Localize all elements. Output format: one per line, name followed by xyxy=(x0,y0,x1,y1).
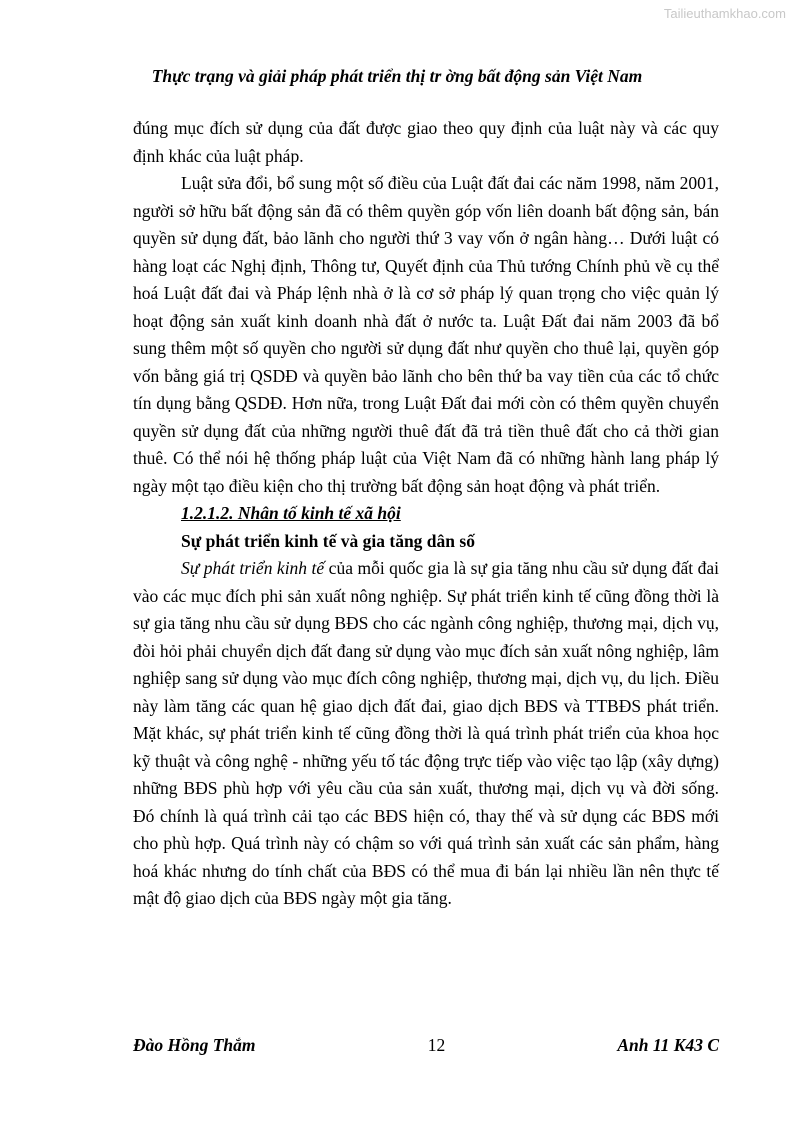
paragraph-3-rest: của mỗi quốc gia là sự gia tăng nhu cầu sử dụng đất đai vào các mục đích phi sản xuất nông nghiệp. Sự phát triển kinh tế cũng đồng thời là sự gia tăng nhu cầu sử dụng BĐS cho các ngành công nghiệp, thương mại, dịch vụ, đòi hỏi phải chuyển dịch đất đang sử dụng vào mục đích sản xuất nông nghiệp, lâm nghiệp sang sử dụng vào mục đích công nghiệp, thương mại, dịch vụ, du lịch. Điều này làm tăng các quan hệ giao dịch đất đai, giao dịch BĐS và TTBĐS phát triển. Mặt khác, sự phát triển kinh tế cũng đồng thời là quá trình phát triển của khoa học kỹ thuật và công nghệ - những yếu tố tác động trực tiếp vào việc tạo lập (xây dựng) những BĐS phù hợp với yêu cầu của sản xuất, thương mại, dịch vụ và đời sống. Đó chính là quá trình cải tạo các BĐS hiện có, thay thế và sử dụng các BĐS mới cho phù hợp. Quá trình này có chậm so với quá trình sản xuất các sản phẩm, hàng hoá khác nhưng do tính chất của BĐS có thể mua đi bán lại nhiều lần nên thực tế mật độ giao dịch của BĐS ngày một gia tăng. xyxy=(133,558,719,908)
document-body xyxy=(133,115,719,913)
watermark: Tailieuthamkhao.com xyxy=(663,6,786,21)
paragraph-3 xyxy=(133,555,719,913)
paragraph-3-lead: Sự phát triển kinh tế xyxy=(181,558,325,578)
page-number: 12 xyxy=(427,1035,446,1055)
footer-author: Đào Hồng Thắm xyxy=(133,1035,256,1055)
footer-class-code: Anh 11 K43 C xyxy=(617,1035,719,1055)
section-heading: 1.2.1.2. Nhân tố kinh tế xã hội xyxy=(181,503,401,523)
subheading: Sự phát triển kinh tế và gia tăng dân số xyxy=(181,530,475,551)
running-header: Thực trạng và giải pháp phát triển thị tr ờng bất động sản Việt Nam xyxy=(151,66,643,86)
page-footer xyxy=(133,1035,719,1056)
paragraph-2: Luật sửa đổi, bổ sung một số điều của Luật đất đai các năm 1998, năm 2001, người sở hữu bất động sản đã có thêm quyền góp vốn liên doanh bất động sản, bán quyền sử dụng đất, bảo lãnh cho người thứ 3 vay vốn ở ngân hàng… Dưới luật có hàng loạt các Nghị định, Thông tư, Quyết định của Thủ tướng Chính phủ về cụ thể hoá Luật đất đai và Pháp lệnh nhà ở là cơ sở pháp lý quan trọng cho việc quản lý hoạt động sản xuất kinh doanh nhà đất ở nước ta. Luật Đất đai năm 2003 đã bổ sung thêm một số quyền cho người sử dụng đất như quyền cho thuê lại, quyền góp vốn bằng giá trị QSDĐ và quyền bảo lãnh cho bên thứ ba vay tiền của các tổ chức tín dụng bằng QSDĐ. Hơn nữa, trong Luật Đất đai mới còn có thêm quyền chuyển quyền sử dụng đất của những người thuê đất đã trả tiền thuê đất cho cả thời gian thuê. Có thể nói hệ thống pháp luật của Việt Nam đã có những hành lang pháp lý ngày một tạo điều kiện cho thị trường bất động sản hoạt động và phát triển. xyxy=(133,173,719,496)
paragraph-1: đúng mục đích sử dụng của đất được giao theo quy định của luật này và các quy định khác của luật pháp. xyxy=(133,118,719,166)
